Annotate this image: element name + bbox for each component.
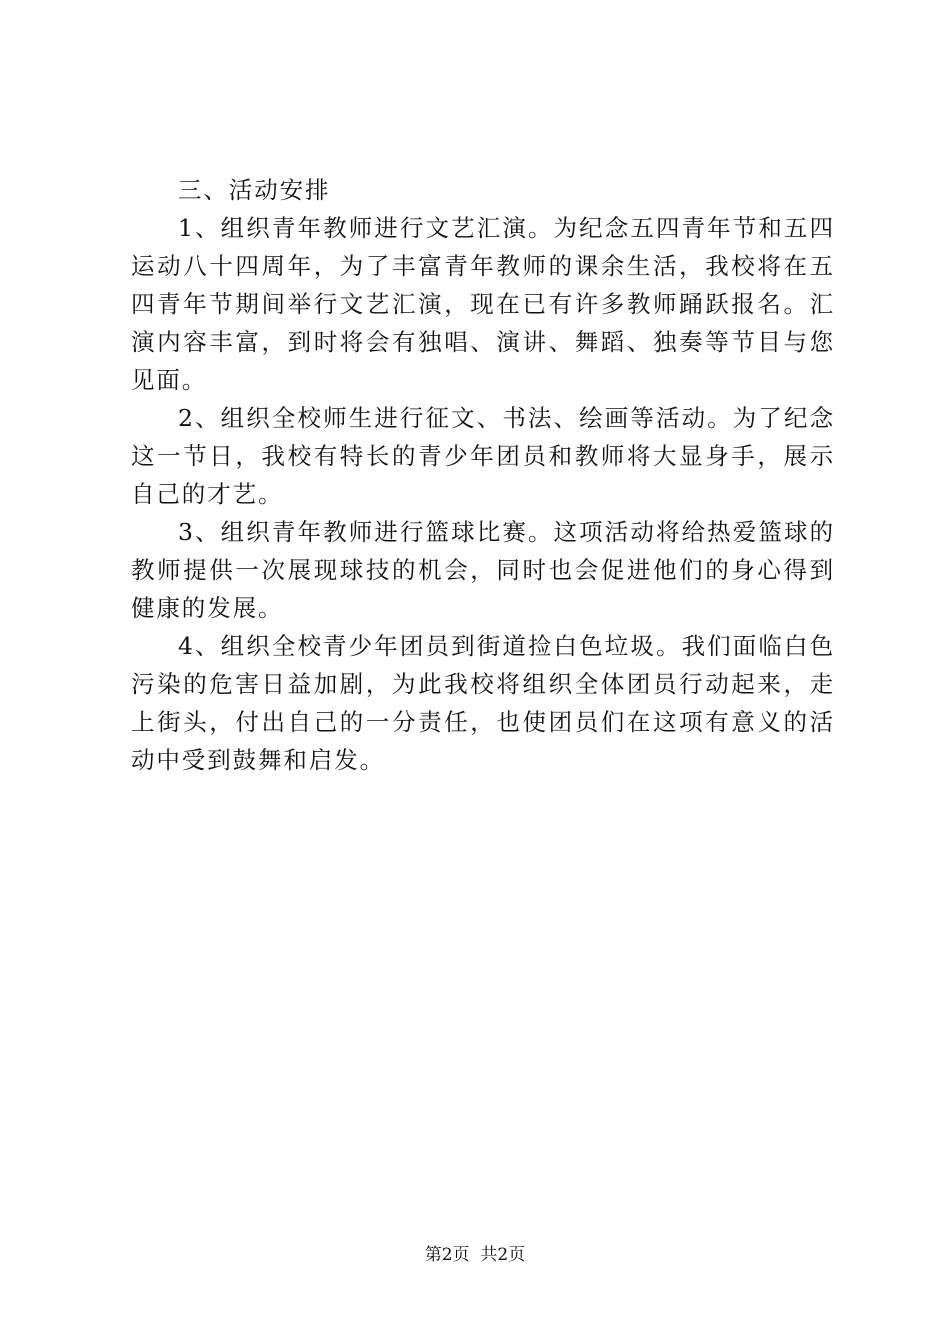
paragraph-3: 3、组织青年教师进行篮球比赛。这项活动将给热爱篮球的教师提供一次展现球技的机会，同时也会促进他们的身心得到健康的发展。 (131, 518, 835, 622)
page-footer (0, 1244, 950, 1266)
page-number: 第2页 (424, 1245, 470, 1265)
document-body (131, 171, 835, 779)
paragraph-1: 1、组织青年教师进行文艺汇演。为纪念五四青年节和五四运动八十四周年，为了丰富青年教师的课余生活，我校将在五四青年节期间举行文艺汇演，现在已有许多教师踊跃报名。汇演内容丰富，到时将会有独唱、演讲、舞蹈、独奏等节目与您见面。 (131, 214, 835, 394)
footer-spacer (470, 1245, 481, 1265)
section-heading: 三、活动安排 (178, 176, 331, 204)
paragraph-2: 2、组织全校师生进行征文、书法、绘画等活动。为了纪念这一节日，我校有特长的青少年团员和教师将大显身手，展示自己的才艺。 (131, 404, 835, 508)
paragraph-4: 4、组织全校青少年团员到街道捡白色垃圾。我们面临白色污染的危害日益加剧，为此我校将组织全体团员行动起来，走上街头，付出自己的一分责任，也使团员们在这项有意义的活动中受到鼓舞和启发。 (131, 632, 835, 774)
page-total: 共2页 (480, 1245, 526, 1265)
